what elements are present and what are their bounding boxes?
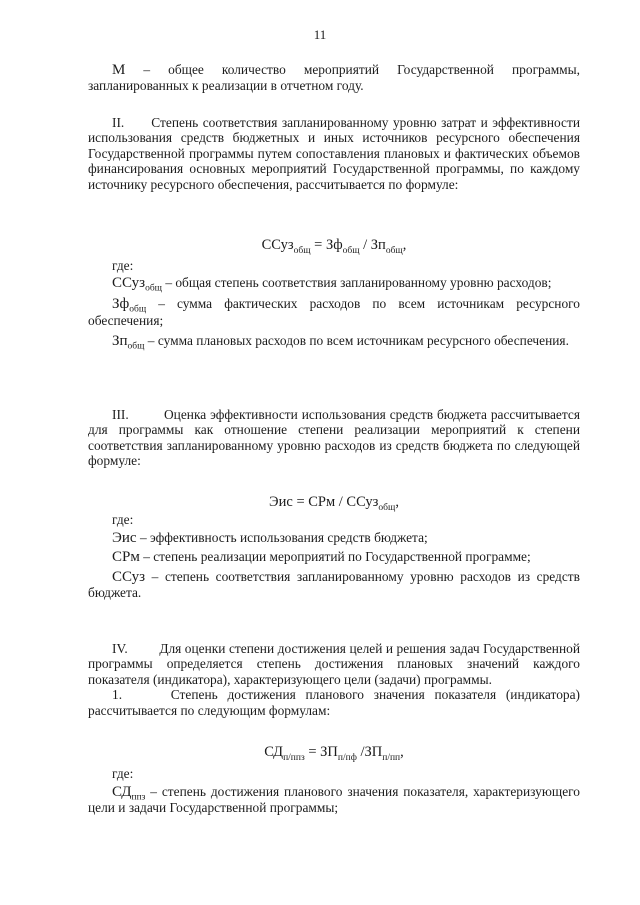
section-iv-item-1 [88, 687, 580, 718]
definition-srm: СРм – степень реализации мероприятий по Государственной программе; [112, 549, 531, 566]
definition-ccuz: ССуз – степень соответствия запланированному уровню расходов из средств бюджета. [88, 568, 580, 601]
definition-ccuz-obsh: ССуз$_{общ}$ – общая степень соответствия запланированному уровню расходов; [112, 275, 552, 294]
where-label-iv: где: [112, 766, 134, 781]
section-ii-number: II. [112, 115, 125, 130]
section-iv-paragraph [88, 641, 580, 718]
section-ii-text: Степень соответствия запланированному уровню затрат и эффективности использования средств бюджетных и иных источников ресурсного обеспечения Государственной программы путем сопоставления плановых и фактических объемов финансирования основных мероприятий Государственной программы, по каждому источнику ресурсного обеспечения, рассчитывается по формуле: [88, 115, 580, 192]
definition-sd-ppz: $СД_{ппз}$ – степень достижения планового значения показателя, характеризующего цели и задачи Государственной программы; [88, 784, 580, 816]
section-ii-paragraph [88, 115, 580, 192]
definition-zp-obsh: $Зп_{общ}$ – сумма плановых расходов по всем источникам ресурсного обеспечения. [112, 333, 569, 352]
section-iv-definitions [88, 784, 580, 816]
section-iii-definitions [88, 530, 580, 601]
definition-eis: Эис – эффективность использования средств бюджета; [112, 530, 428, 546]
m-definition-text: – общее количество мероприятий Государственной программы, запланированных к реализации в отчетном году. [88, 62, 580, 94]
formula-sd-ppz: $СД_{п/ппз} = ЗП_{п/пф}$ $/ЗП_{п/пп}$, [264, 744, 404, 763]
section-iv-text: Для оценки степени достижения целей и решения задач Государственной программы определяется степень достижения плановых значений каждого показателя (индикатора), характеризующего цели (задачи) программы. [88, 641, 580, 687]
formula-eis: Эис = СРм / ССуз$_{общ}$, [269, 494, 399, 513]
section-iii-text: Оценка эффективности использования средств бюджета рассчитывается для программы как отношение степени реализации мероприятий к степени соответствия запланированному уровню расходов из средств бюджета по следующей формуле: [88, 407, 580, 469]
page-number: 11 [313, 27, 327, 42]
item-1-text: Степень достижения планового значения показателя (индикатора) рассчитывается по следующим формулам: [88, 687, 580, 718]
where-label-iii: где: [112, 512, 134, 527]
section-iii-paragraph [88, 407, 580, 469]
item-1-number: 1. [112, 687, 123, 703]
section-iii-number: III. [112, 407, 129, 422]
section-iv-number: IV. [112, 641, 128, 656]
section-ii-definitions [88, 275, 580, 350]
formula-ccuz-obsh: ССуз$_{общ}$ = $Зф_{общ} / Зп_{общ}$, [261, 237, 407, 256]
m-symbol: М [112, 62, 126, 78]
definition-zf-obsh: $Зф_{общ}$ – сумма фактических расходов по всем источникам ресурсного обеспечения; [88, 296, 580, 328]
where-label-ii: где: [112, 258, 134, 273]
m-definition [88, 62, 580, 94]
